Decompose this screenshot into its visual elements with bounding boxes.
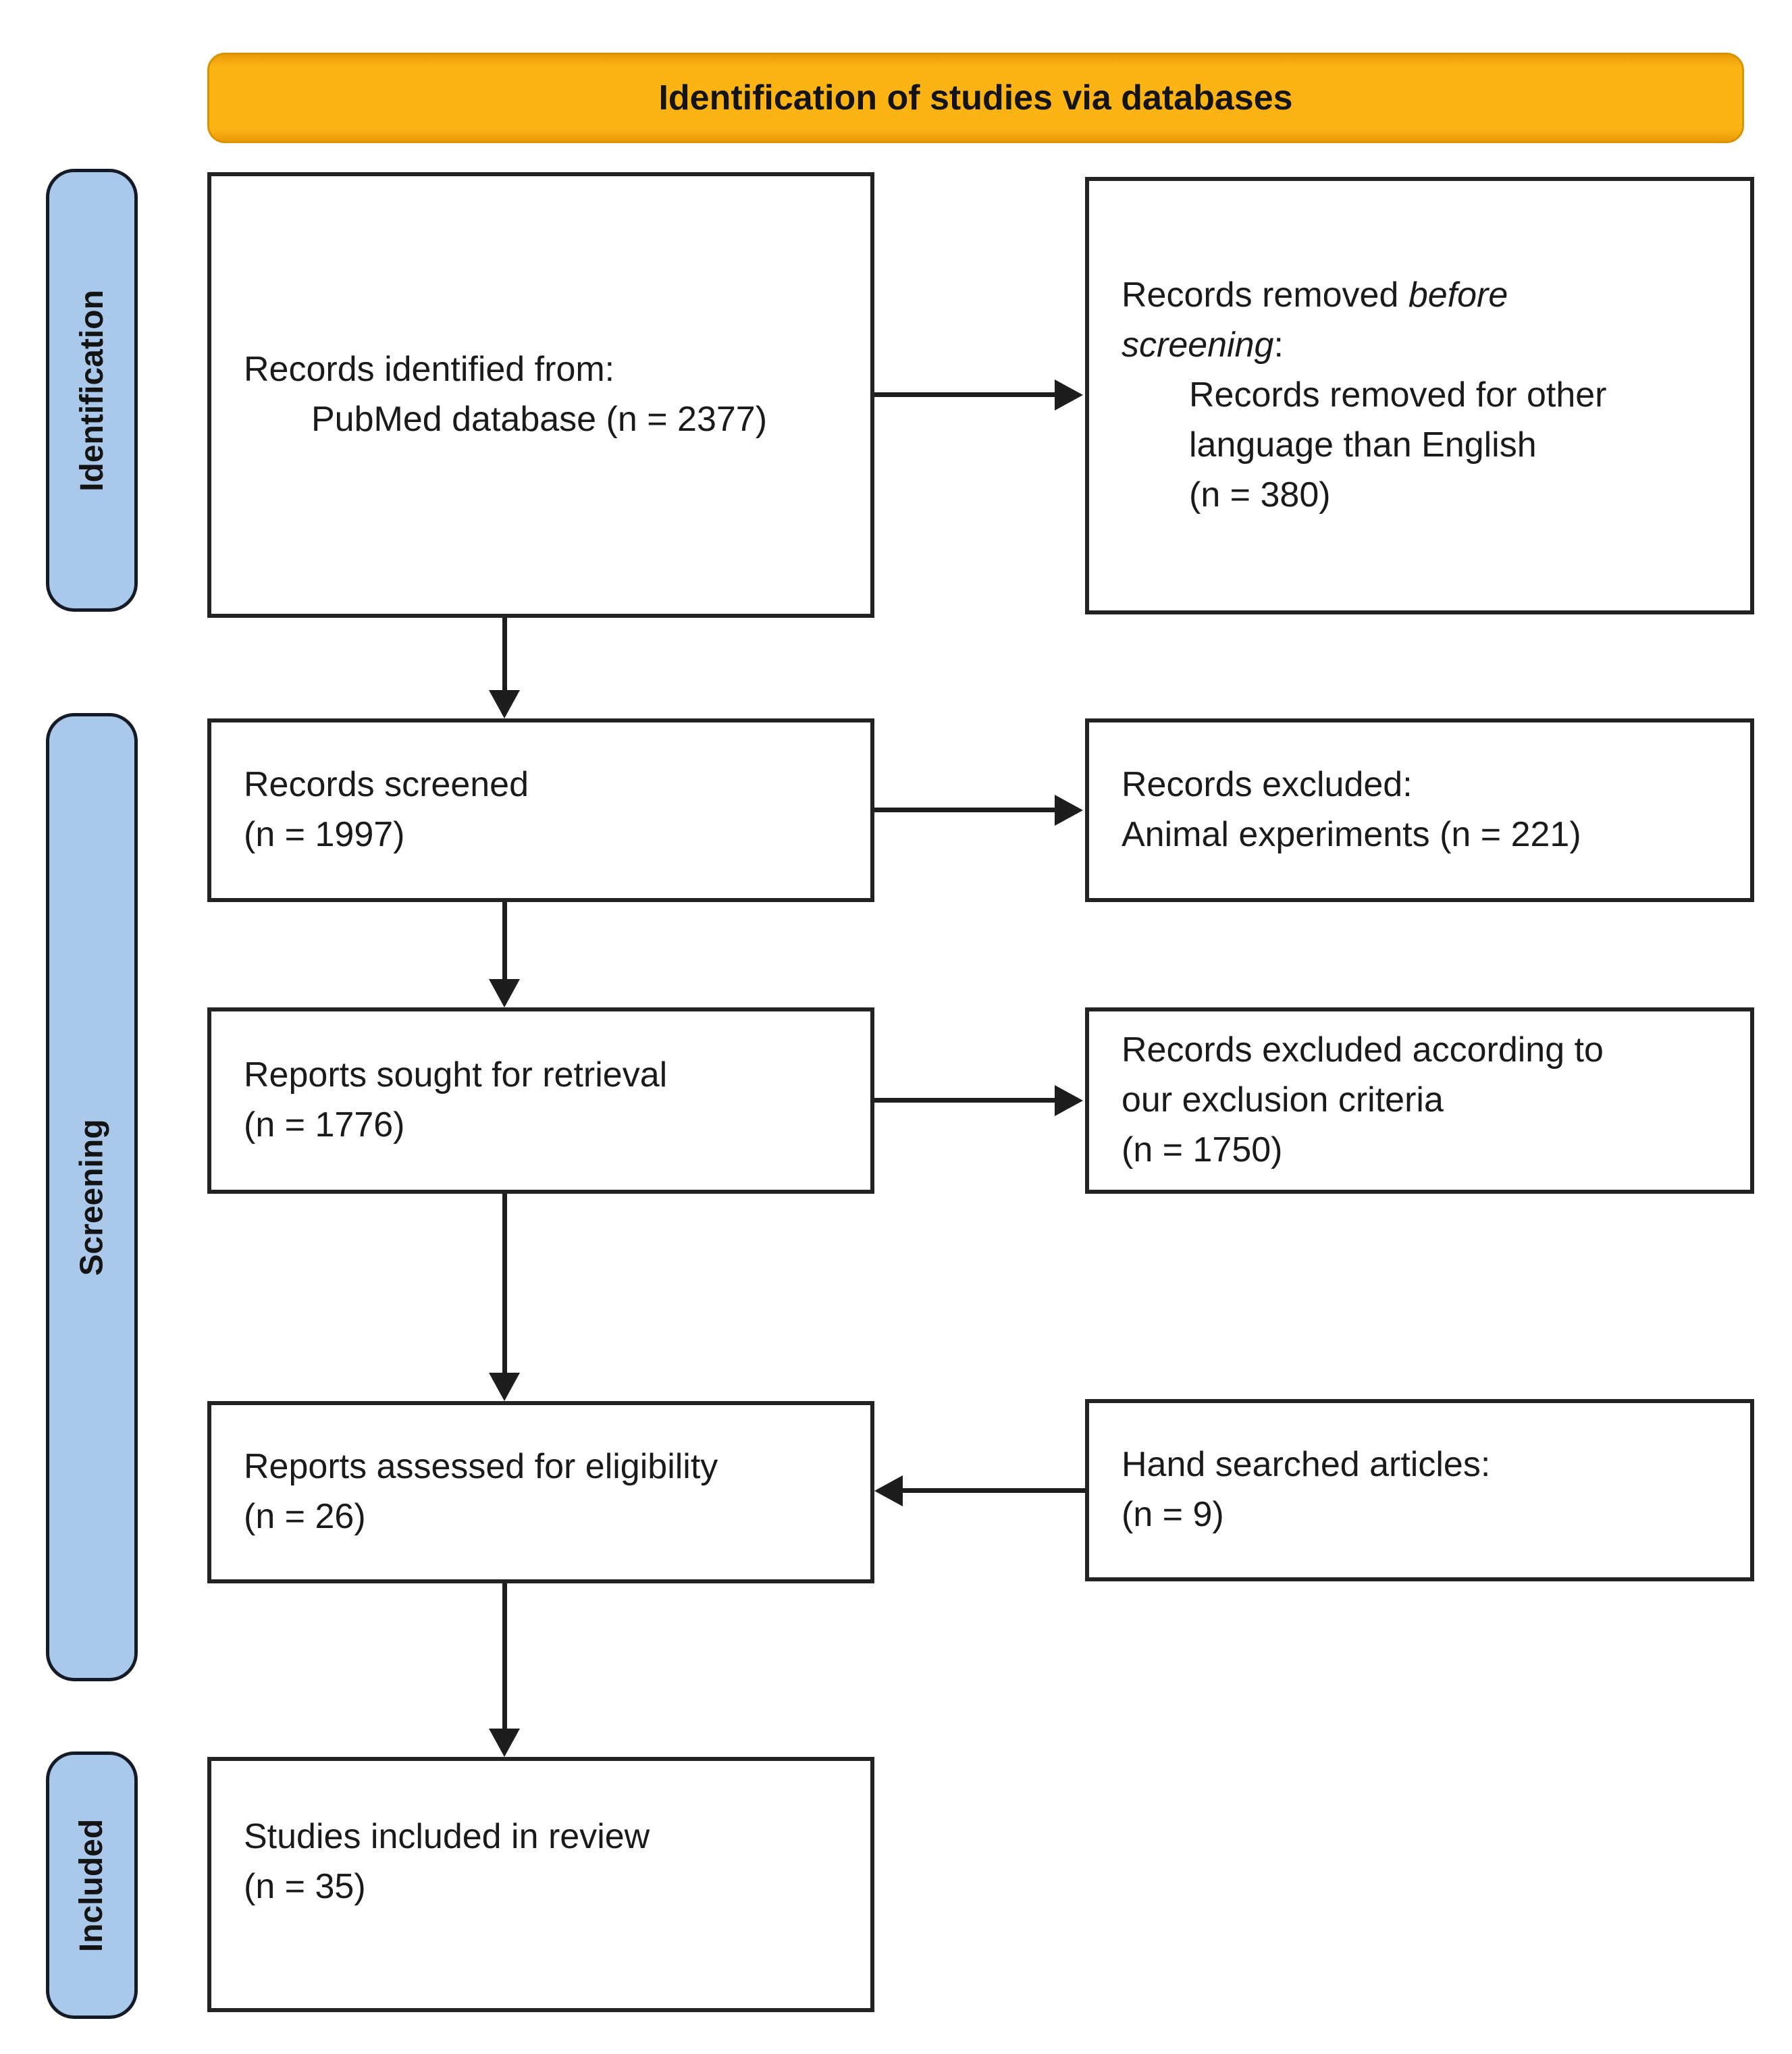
box-records-screened bbox=[207, 718, 874, 902]
records-removed-italic1: before bbox=[1408, 275, 1508, 315]
box-records-identified bbox=[207, 172, 874, 618]
banner bbox=[207, 53, 1744, 143]
records-identified-line2: PubMed database (n = 2377) bbox=[311, 400, 768, 439]
stage-label-included: Included bbox=[74, 1818, 110, 1952]
records-removed-italic2: screening bbox=[1122, 325, 1274, 365]
records-identified-line1: Records identified from: bbox=[244, 350, 615, 390]
records-removed-line1 bbox=[1122, 271, 1731, 321]
box-reports-assessed bbox=[207, 1401, 874, 1583]
stage-pill-identification bbox=[46, 169, 138, 612]
records-removed-detail1: Records removed for other bbox=[1189, 375, 1607, 415]
records-removed-lead: Records removed bbox=[1122, 275, 1408, 315]
stage-label-identification: Identification bbox=[74, 289, 110, 492]
records-screened-line2: (n = 1997) bbox=[244, 815, 405, 854]
stage-pill-screening bbox=[46, 713, 138, 1681]
box-hand-searched bbox=[1085, 1399, 1754, 1581]
banner-title: Identification of studies via databases bbox=[658, 78, 1293, 117]
excluded-criteria-line1: Records excluded according to bbox=[1122, 1030, 1604, 1070]
reports-sought-line1: Reports sought for retrieval bbox=[244, 1055, 668, 1095]
excluded-criteria-line2: our exclusion criteria bbox=[1122, 1080, 1444, 1120]
studies-included-line2: (n = 35) bbox=[244, 1866, 366, 1906]
excluded-criteria-line3: (n = 1750) bbox=[1122, 1130, 1283, 1169]
stage-pill-included bbox=[46, 1752, 138, 2019]
records-removed-detail3: (n = 380) bbox=[1189, 475, 1331, 515]
box-reports-sought bbox=[207, 1007, 874, 1194]
box-excluded-criteria bbox=[1085, 1007, 1754, 1194]
reports-sought-line2: (n = 1776) bbox=[244, 1105, 405, 1144]
stage-label-screening: Screening bbox=[74, 1118, 110, 1276]
reports-assessed-line1: Reports assessed for eligibility bbox=[244, 1447, 718, 1487]
records-removed-colon: : bbox=[1273, 325, 1284, 365]
hand-searched-line1: Hand searched articles: bbox=[1122, 1445, 1491, 1485]
studies-included-line1: Studies included in review bbox=[244, 1817, 650, 1856]
records-excluded-line2: Animal experiments (n = 221) bbox=[1122, 815, 1581, 854]
records-excluded-line1: Records excluded: bbox=[1122, 765, 1413, 805]
hand-searched-line2: (n = 9) bbox=[1122, 1495, 1224, 1534]
records-removed-line2 bbox=[1122, 321, 1731, 371]
records-removed-detail2: language than English bbox=[1189, 425, 1537, 465]
box-studies-included bbox=[207, 1757, 874, 2012]
records-screened-line1: Records screened bbox=[244, 765, 529, 805]
box-records-excluded bbox=[1085, 718, 1754, 902]
box-records-removed bbox=[1085, 177, 1754, 614]
reports-assessed-line2: (n = 26) bbox=[244, 1497, 366, 1536]
